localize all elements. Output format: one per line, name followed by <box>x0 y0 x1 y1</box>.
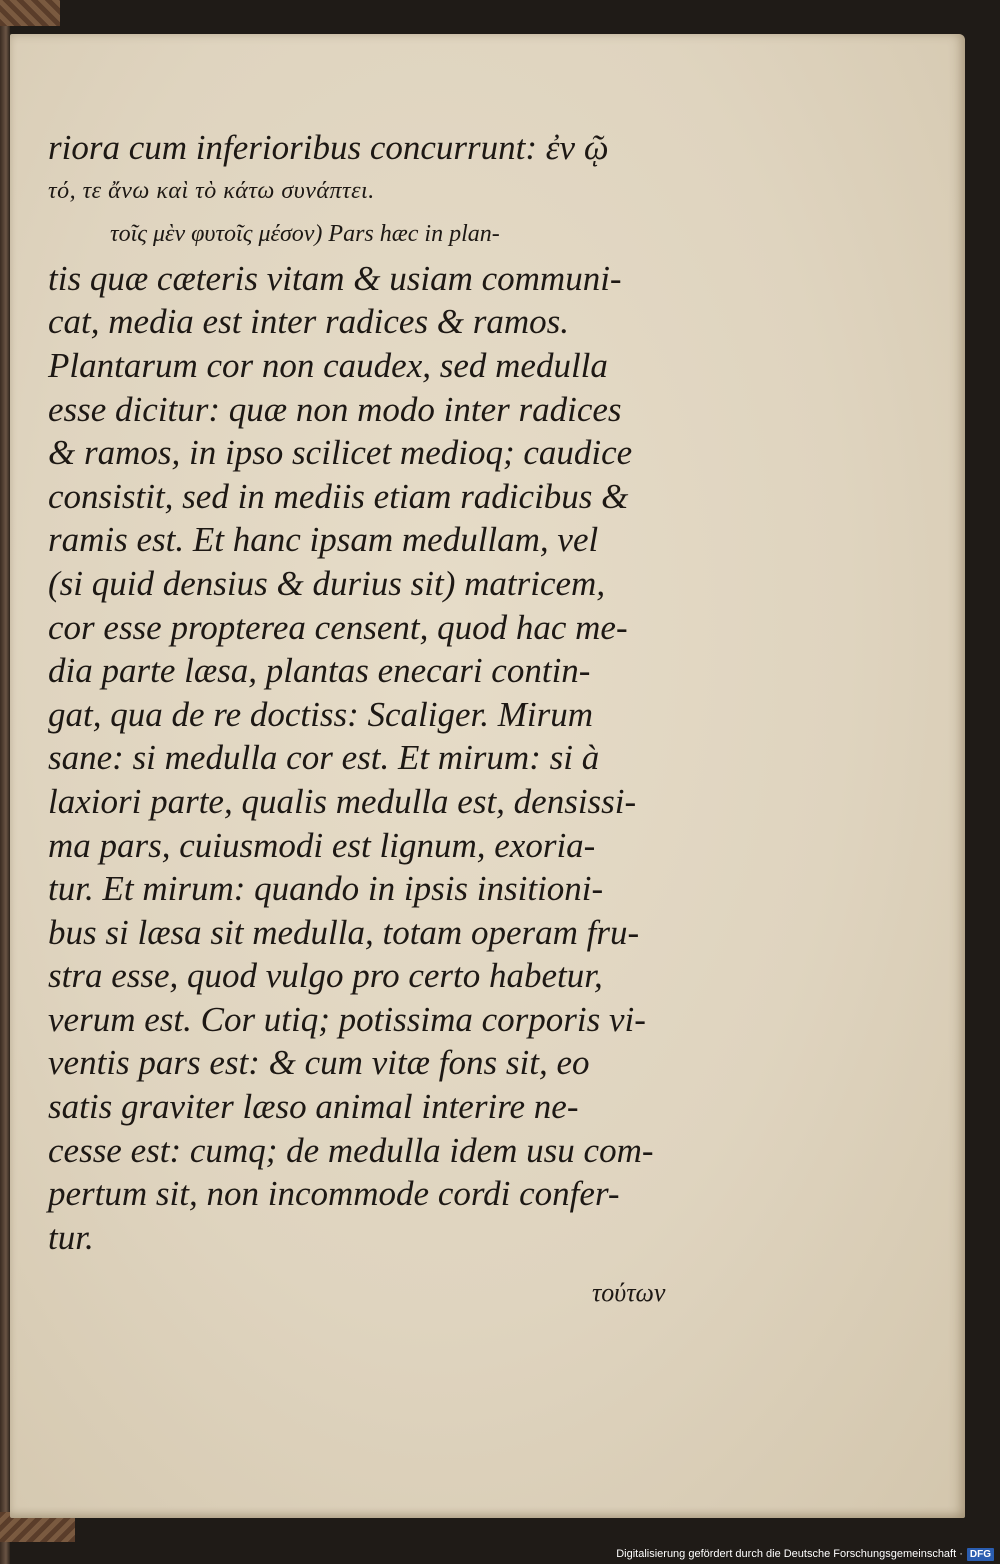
book-binding-edge <box>0 0 10 1564</box>
text-line: cor esse propterea censent, quod hac me- <box>48 607 628 647</box>
page-text <box>48 126 698 1259</box>
text-line: dia parte læsa, plantas enecari contin- <box>48 651 591 691</box>
text-line: & ramos, in ipso scilicet medioq; caudice <box>48 433 633 473</box>
text-line: esse dicitur: quæ non modo inter radices <box>48 389 622 429</box>
text-line: (si quid densius & durius sit) matricem, <box>48 563 606 603</box>
text-line: ramis est. Et hanc ipsam medullam, vel <box>48 520 599 560</box>
text-line: cat, media est inter radices & ramos. <box>48 302 570 342</box>
text-line-greek: τό, τε ἄνω καὶ τὸ κάτω συνάπτει. <box>48 177 375 204</box>
text-line: ventis pars est: & cum vitæ fons sit, eo <box>48 1043 590 1083</box>
text-line: pertum sit, non incommode cordi confer- <box>48 1174 620 1214</box>
text-line: ma pars, cuiusmodi est lignum, exoria- <box>48 825 596 865</box>
text-line: verum est. Cor utiq; potissima corporis vi- <box>48 999 646 1039</box>
text-line: tis quæ cæteris vitam & usiam communi- <box>48 258 622 298</box>
dfg-logo: DFG <box>967 1548 994 1561</box>
text-line: riora cum inferioribus concurrunt: ἐν ῷ <box>48 128 609 167</box>
text-line: cesse est: cumq; de medulla idem usu com- <box>48 1130 654 1170</box>
text-line-lemma: τοῖς μὲν φυτοῖς μέσον) Pars hæc in plan- <box>110 221 500 248</box>
text-line: tur. Et mirum: quando in ipsis insitioni- <box>48 869 604 909</box>
text-line: consistit, sed in mediis etiam radicibus & <box>48 476 629 516</box>
text-line: gat, qua de re doctiss: Scaliger. Mirum <box>48 694 594 734</box>
binding-corner-top <box>0 0 60 26</box>
text-line: laxiori parte, qualis medulla est, densissi- <box>48 781 637 821</box>
text-line: satis graviter læso animal interire ne- <box>48 1087 579 1127</box>
text-line: Plantarum cor non caudex, sed medulla <box>48 345 608 385</box>
catchword: τούτων <box>592 1278 666 1307</box>
footer-credit: Digitalisierung gefördert durch die Deutsche Forschungsgemeinschaft · <box>616 1548 963 1560</box>
text-line: sane: si medulla cor est. Et mirum: si à <box>48 738 600 778</box>
text-line: bus si læsa sit medulla, totam operam fru- <box>48 912 640 952</box>
text-line: stra esse, quod vulgo pro certo habetur, <box>48 956 603 996</box>
text-line: tur. <box>48 1217 94 1257</box>
digitization-footer <box>616 1545 994 1563</box>
book-page <box>10 34 965 1518</box>
